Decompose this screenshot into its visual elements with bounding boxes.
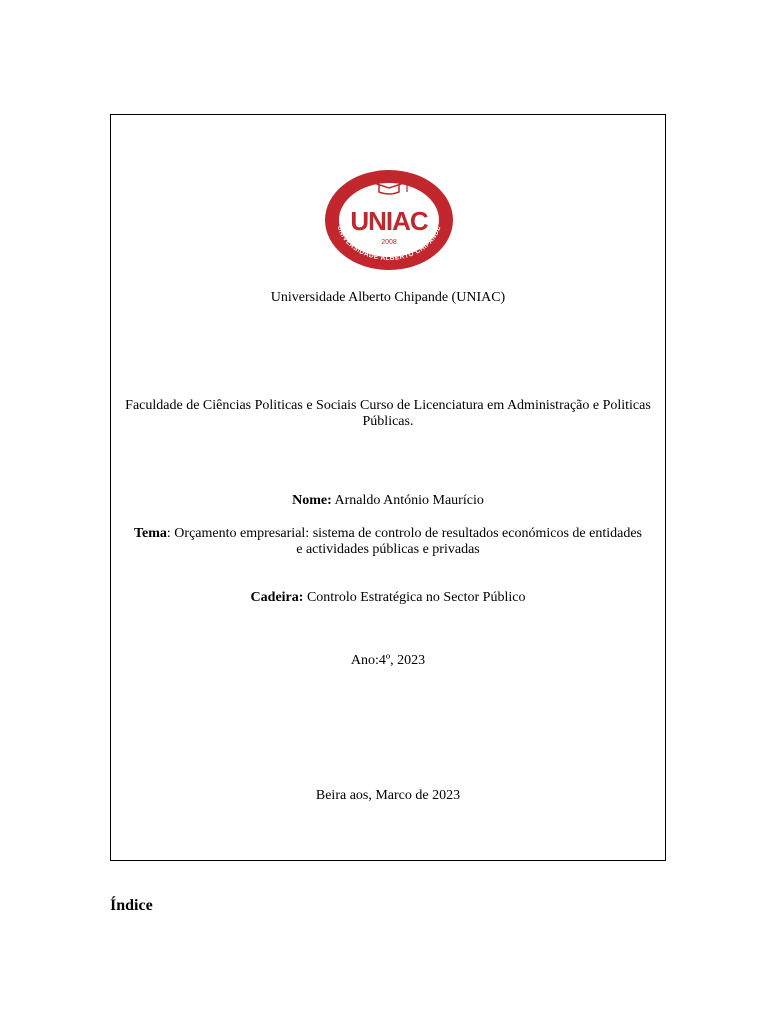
theme	[110, 526, 666, 558]
name-value: Arnaldo António Maurício	[331, 493, 484, 508]
logo-brand-text: UNIAC	[350, 206, 428, 236]
university-name: Universidade Alberto Chipande (UNIAC)	[270, 290, 506, 305]
academic-year: Ano:4º, 2023	[350, 653, 426, 668]
subject-value: Controlo Estratégica no Sector Público	[303, 590, 526, 605]
theme-label: Tema	[133, 526, 167, 541]
name-label: Nome:	[292, 493, 332, 508]
student-name	[110, 493, 666, 509]
index-heading: Índice	[110, 897, 153, 914]
place-date: Beira aos, Marco de 2023	[315, 788, 461, 803]
logo-year: 2008	[381, 239, 397, 246]
subject	[110, 590, 666, 606]
faculty-course: Faculdade de Ciências Politicas e Sociais Curso de Licenciatura em Administração e Politicas Públicas.	[125, 398, 651, 429]
subject-label: Cadeira:	[250, 590, 304, 605]
logo-ring-text: UNIVERSIDADE ALBERTO CHIPANDE	[335, 224, 443, 263]
uniac-logo	[323, 168, 455, 272]
theme-value: : Orçamento empresarial: sistema de controlo de resultados económicos de entidades e actividades públicas e privadas	[166, 526, 642, 557]
